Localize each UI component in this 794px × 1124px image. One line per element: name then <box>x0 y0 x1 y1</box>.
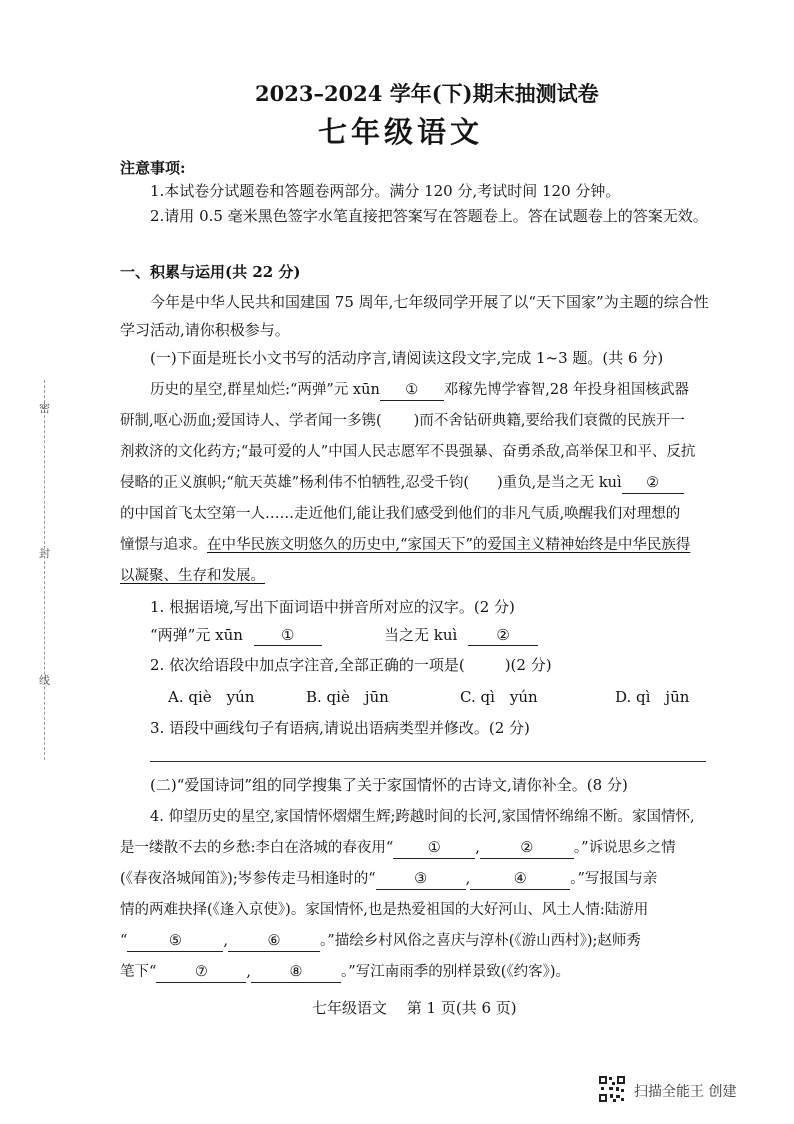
q4-blank-1: ① <box>393 838 475 859</box>
q4-line-4: 情的两难抉择(《逢入京使》)。家国情怀,也是热爱祖国的大好河山、风土人情:陆游用 <box>120 902 649 918</box>
q4-blank-3: ③ <box>376 869 466 890</box>
passage-blank-2: ② <box>622 473 684 494</box>
q1-left: “两弹”元 xūn ① <box>150 625 322 646</box>
q4-line-2: 是一缕散不去的乡愁:李白在洛城的春夜用“ ① , ② 。”诉说思乡之情 <box>120 838 676 859</box>
passage-line-3: 剂救济的文化药方;“最可爱的人”中国人民志愿军不畏强暴、奋勇杀敌,高举保卫和平、反抗 <box>120 444 696 460</box>
intro-line-1: 今年是中华人民共和国建国 75 周年,七年级同学开展了以“天下国家”为主题的综合性 <box>150 293 709 311</box>
exam-title: 2023–2024 学年(下)期末抽测试卷 <box>255 81 599 106</box>
subject-title: 七年级语文 <box>318 115 484 149</box>
q2-option-c: C. qì yún <box>460 688 538 706</box>
margin-mark-3: 线 <box>39 674 50 687</box>
margin-mark-1: 密 <box>39 402 50 415</box>
passage-line-6: 憧憬与追求。在中华民族文明悠久的历史中,“家国天下”的爱国主义精神始终是中华民族得 <box>120 537 691 553</box>
passage-line-4: 侵略的正义旗帜;“航天英雄”杨利伟不怕牺牲,忍受千钧( )重负,是当之无 kuì ② <box>120 473 684 494</box>
q1-right: 当之无 kuì ② <box>384 625 538 646</box>
intro-line-2: 学习活动,请你积极参与。 <box>120 321 290 339</box>
q4-blank-6: ⑥ <box>228 931 320 952</box>
underlined-sentence: 在中华民族文明悠久的历史中,“家国天下”的爱国主义精神始终是中华民族得 <box>207 537 691 553</box>
section-heading: 一、积累与运用(共 22 分) <box>120 263 301 281</box>
notice-item-2: 2.请用 0.5 毫米黑色签字水笔直接把答案写在答题卷上。答在试题卷上的答案无效。 <box>150 207 708 225</box>
q1-blank-1: ① <box>254 625 322 646</box>
passage-line-2: 研制,呕心沥血;爱国诗人、学者闻一多镌( )而不舍钻研典籍,要给我们衰微的民族开一 <box>120 413 685 429</box>
q2-option-a: A. qiè yún <box>168 688 255 706</box>
part1-heading: (一)下面是班长小文书写的活动序言,请阅读这段文字,完成 1~3 题。(共 6 分) <box>150 349 664 367</box>
q4-line-6: 笔下“ ⑦ , ⑧ 。”写江南雨季的别样景致(《约客》)。 <box>120 962 570 983</box>
q4-blank-4: ④ <box>470 869 570 890</box>
question-3: 3. 语段中画线句子有语病,请说出语病类型并修改。(2 分) <box>150 719 530 737</box>
passage-line-5: 的中国首飞太空第一人……走近他们,能让我们感受到他们的非凡气质,唤醒我们对理想的 <box>120 506 681 522</box>
q4-line-3: (《春夜洛城闻笛》);岑参传走马相逢时的“ ③ , ④ 。”写报国与亲 <box>120 869 657 890</box>
page-footer: 七年级语文 第 1 页(共 6 页) <box>312 999 517 1017</box>
q2-option-d: D. qì jūn <box>615 688 690 706</box>
question-2: 2. 依次给语段中加点字注音,全部正确的一项是( )(2 分) <box>150 656 552 674</box>
passage-line-1: 历史的星空,群星灿烂:“两弹”元 xūn ① 邓稼先博学睿智,28 年投身祖国核武器 <box>150 380 689 401</box>
q1-blank-2: ② <box>468 625 538 646</box>
q4-blank-5: ⑤ <box>127 931 223 952</box>
q4-line-5: “ ⑤ , ⑥ 。”描绘乡村风俗之喜庆与淳朴(《游山西村》);赵师秀 <box>120 931 641 952</box>
q2-option-b: B. qiè jūn <box>306 688 389 706</box>
q3-answer-line <box>150 761 706 762</box>
q4-blank-7: ⑦ <box>156 962 246 983</box>
underlined-sentence-cont: 以凝聚、生存和发展。 <box>120 568 265 584</box>
margin-mark-2: 封 <box>39 547 50 560</box>
notice-item-1: 1.本试卷分试题卷和答题卷两部分。满分 120 分,考试时间 120 分钟。 <box>150 182 621 200</box>
notice-heading: 注意事项: <box>120 159 186 177</box>
binding-line <box>44 380 45 760</box>
q4-line-1: 4. 仰望历史的星空,家国情怀熠熠生辉;跨越时间的长河,家国情怀绵绵不断。家国情怀, <box>150 809 695 825</box>
part2-heading: (二)“爱国诗词”组的同学搜集了关于家国情怀的古诗文,请你补全。(8 分) <box>150 776 628 794</box>
question-1: 1. 根据语境,写出下面词语中拼音所对应的汉字。(2 分) <box>150 598 515 616</box>
passage-blank-1: ① <box>380 380 444 401</box>
q4-blank-8: ⑧ <box>251 962 341 983</box>
q4-blank-2: ② <box>480 838 574 859</box>
scanner-watermark: 扫描全能王 创建 <box>634 1084 737 1100</box>
qr-code-icon <box>598 1075 626 1103</box>
